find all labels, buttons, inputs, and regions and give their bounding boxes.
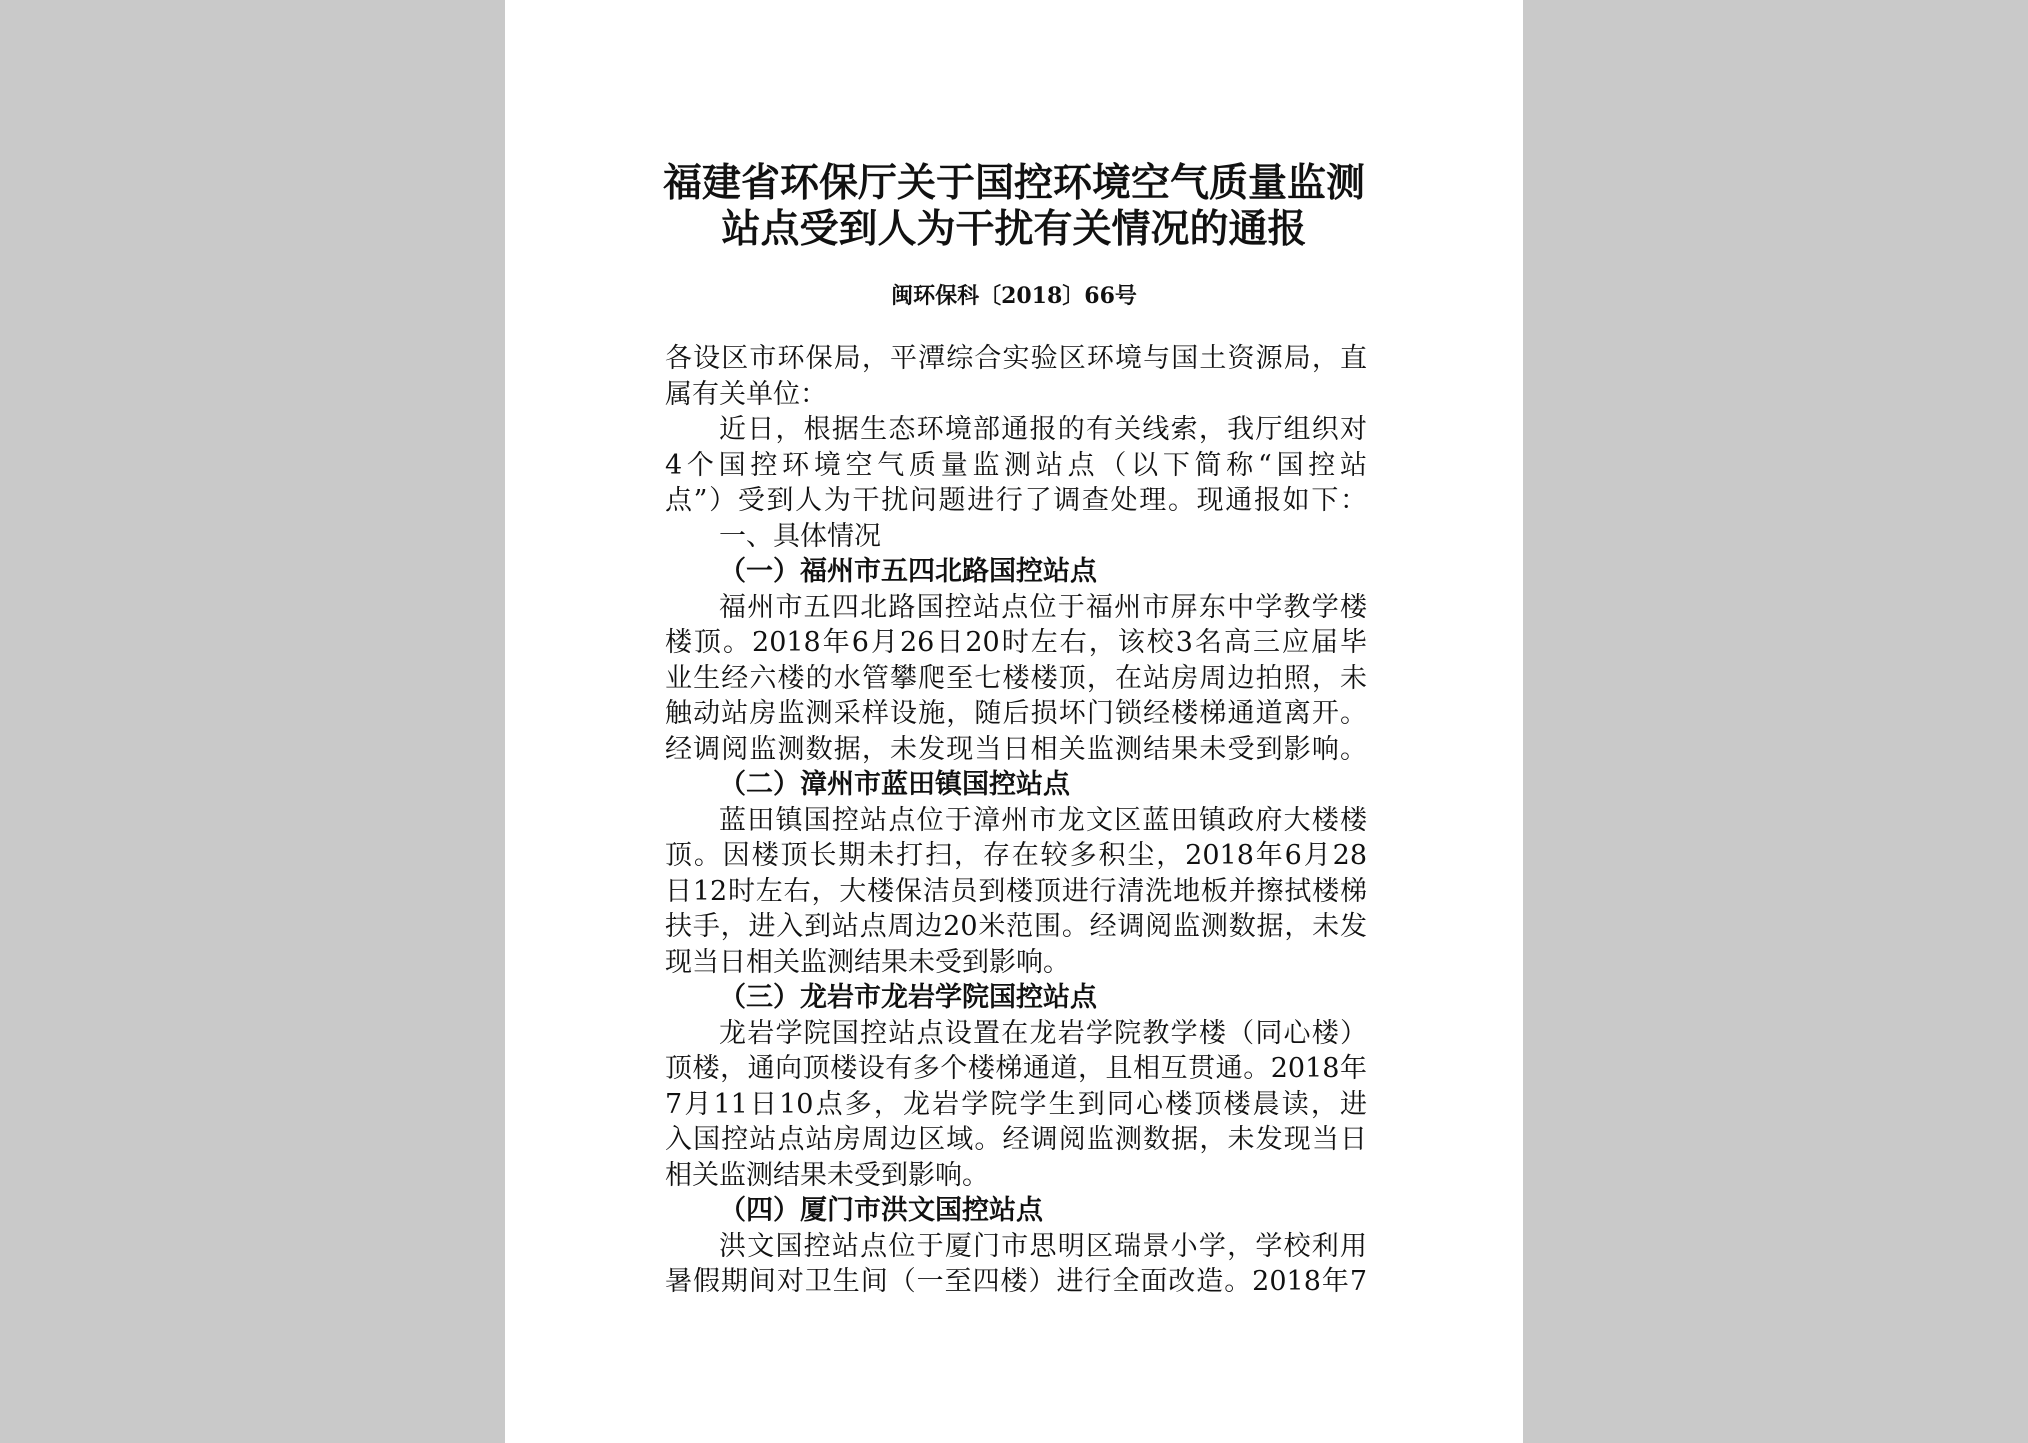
body-line: 现当日相关监测结果未受到影响。 (665, 946, 1070, 978)
body-line: 属有关单位： (665, 378, 827, 410)
body-line: 顶楼，通向顶楼设有多个楼梯通道，且相互贯通。2018年 (665, 1053, 1367, 1084)
document-body (665, 341, 1367, 1300)
subsection-heading: （三）龙岩市龙岩学院国控站点 (719, 982, 1097, 1013)
body-line: 点”）受到人为干扰问题进行了调查处理。现通报如下： (665, 485, 1367, 516)
body-line: 各设区市环保局，平潭综合实验区环境与国土资源局，直 (665, 343, 1367, 374)
body-line: 暑假期间对卫生间（一至四楼）进行全面改造。2018年7 (665, 1266, 1367, 1297)
body-line: 洪文国控站点位于厦门市思明区瑞景小学，学校利用 (719, 1230, 1367, 1262)
body-line: 触动站房监测采样设施，随后损坏门锁经楼梯通道离开。 (665, 698, 1367, 729)
body-line: 相关监测结果未受到影响。 (665, 1159, 989, 1191)
body-line: 楼顶。2018年6月26日20时左右，该校3名高三应届毕 (665, 627, 1367, 658)
document-title-line-2: 站点受到人为干扰有关情况的通报 (721, 206, 1307, 252)
section-heading: 一、具体情况 (719, 520, 881, 552)
body-line: 入国控站点站房周边区域。经调阅监测数据，未发现当日 (665, 1124, 1367, 1155)
body-line: 扶手，进入到站点周边20米范围。经调阅监测数据，未发 (665, 911, 1367, 942)
document-number: 闽环保科〔2018〕66号 (891, 283, 1137, 309)
body-line: 龙岩学院国控站点设置在龙岩学院教学楼（同心楼） (719, 1017, 1367, 1049)
subsection-heading: （二）漳州市蓝田镇国控站点 (719, 769, 1070, 800)
body-line: 业生经六楼的水管攀爬至七楼楼顶，在站房周边拍照，未 (665, 662, 1367, 694)
body-line: 顶。因楼顶长期未打扫，存在较多积尘，2018年6月28 (665, 840, 1367, 871)
document-title-line-1: 福建省环保厅关于国控环境空气质量监测 (662, 160, 1365, 206)
body-line: 7月11日10点多，龙岩学院学生到同心楼顶楼晨读，进 (665, 1088, 1367, 1120)
body-line: 福州市五四北路国控站点位于福州市屏东中学教学楼 (719, 591, 1367, 623)
subsection-heading: （一）福州市五四北路国控站点 (719, 556, 1097, 587)
body-line: 4个国控环境空气质量监测站点（以下简称“国控站 (665, 449, 1367, 481)
document-page (505, 0, 1523, 1443)
body-line: 经调阅监测数据，未发现当日相关监测结果未受到影响。 (665, 733, 1367, 765)
body-line: 日12时左右，大楼保洁员到楼顶进行清洗地板并擦拭楼梯 (665, 875, 1367, 907)
subsection-heading: （四）厦门市洪文国控站点 (719, 1195, 1043, 1226)
body-line: 近日，根据生态环境部通报的有关线索，我厅组织对 (719, 414, 1367, 445)
body-line: 蓝田镇国控站点位于漳州市龙文区蓝田镇政府大楼楼 (719, 804, 1367, 836)
